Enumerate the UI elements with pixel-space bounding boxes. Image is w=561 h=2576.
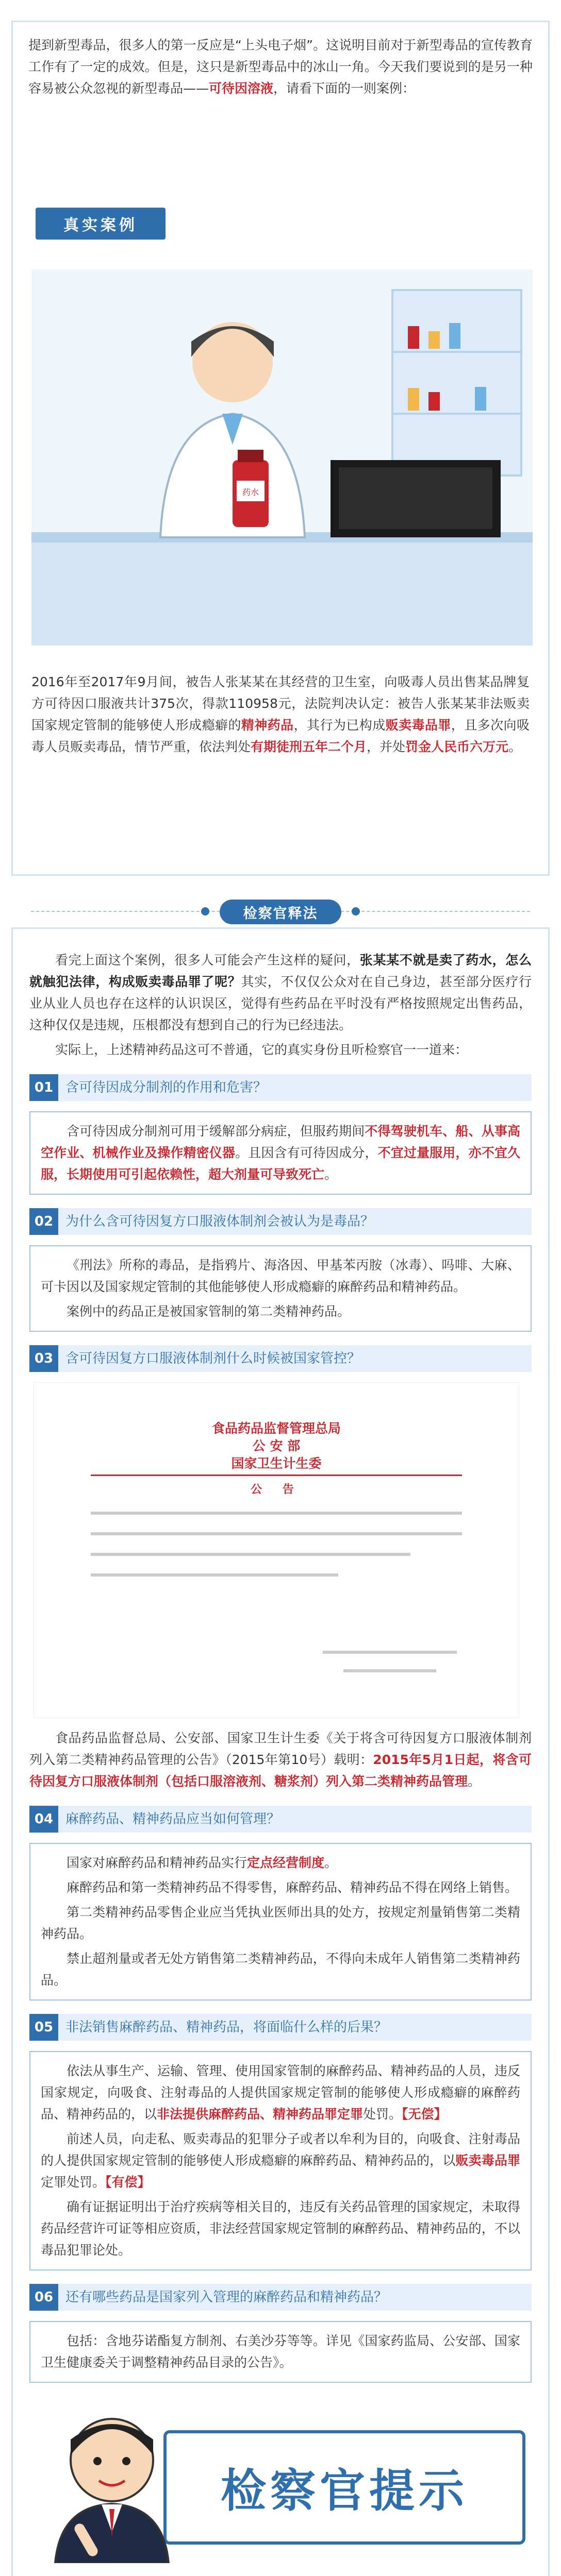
q4-text1 <box>41 1852 520 1874</box>
doc-line <box>91 1553 410 1556</box>
q5-text1 <box>41 2060 520 2125</box>
doc-red-rule <box>91 1475 462 1476</box>
q3-title: 含可待因复方口服液体制剂什么时候被国家管控？ <box>58 1345 532 1372</box>
q1-text-d: 不宜过量服用，亦不宜久服，长期使用可引起依赖性，超大剂量可导致死亡 <box>41 1145 520 1182</box>
q1-number: 01 <box>29 1074 58 1101</box>
analysis-frame <box>11 927 550 2576</box>
lead-c: 其实，不仅仅公众对在自己身边，甚至部分医疗行业从业人员也存在这样的认识误区，觉得有些药品在平时没有严格按照规定出售药品，这种仅仅是违规，压根都没有想到自己的行为已经违法。 <box>29 974 532 1032</box>
q3-text <box>29 1727 532 1792</box>
divider-label: 检察官释法 <box>220 900 341 924</box>
q5-text2 <box>41 2128 520 2193</box>
q5-header <box>29 2014 532 2041</box>
case-text-g: ，并处 <box>367 739 406 754</box>
q4-number: 04 <box>29 1806 58 1833</box>
doc-line <box>91 1532 462 1535</box>
doc-line <box>343 1669 436 1672</box>
q2-text1: 《刑法》所称的毒品，是指鸦片、海洛因、甲基苯丙胺（冰毒）、吗啡、大麻、可卡因以及国家规定管制的其他能够使人形成瘾癖的麻醉药品和精神药品。 <box>41 1258 520 1294</box>
pharmacist-illustration <box>31 269 533 646</box>
q2-box <box>29 1245 532 1332</box>
intro-text-c: ，请看下面的一则案例： <box>273 81 416 96</box>
case-tag <box>36 208 170 244</box>
doc-line <box>323 1651 457 1654</box>
case-paragraph <box>31 671 530 758</box>
q1-text-c: 。且因含有可待因成分， <box>235 1145 378 1160</box>
q1-text-e: 。 <box>324 1167 338 1182</box>
q5-text1-c: 处罚。 <box>363 2107 402 2122</box>
case-text-c: ，其行为已构成 <box>293 718 386 733</box>
q2-text2: 案例中的药品正是被国家管制的第二类精神药品。 <box>67 1304 351 1319</box>
doc-issuers: 食品药品监督管理总局 公 安 部 国家卫生计生委 <box>211 1421 341 1471</box>
q4-title: 麻醉药品、精神药品应当如何管理？ <box>58 1806 532 1833</box>
doc-subtitle: 公 告 <box>251 1483 302 1496</box>
divider-dot-right <box>352 907 360 916</box>
q2-title: 为什么含可待因复方口服液体制剂会被认为是毒品？ <box>58 1208 532 1235</box>
doc-line <box>91 1573 338 1577</box>
q5-text1-a: 依法从事生产、运输、管理、使用国家管制的麻醉药品、精神药品的人员，违反国家规定，向吸食、注射毒品的人提供国家规定管制的能够使人形成瘾癖的麻醉药品、精神药品的，以 <box>41 2063 520 2122</box>
tip-box <box>163 2430 525 2545</box>
q5-box <box>29 2051 532 2270</box>
q5-text2-b: 贩卖毒品罪 <box>455 2153 520 2168</box>
q1-text <box>41 1121 520 1185</box>
q3-header <box>29 1345 532 1372</box>
q5-text1-d: 【无偿】 <box>402 2107 447 2122</box>
q4-header <box>29 1806 532 1833</box>
divider-dot-left <box>201 907 209 916</box>
prosecutor-tip-banner <box>29 2398 535 2568</box>
q4-text1-b: 定点经营制度 <box>247 1855 325 1870</box>
q1-box <box>29 1111 532 1195</box>
q1-title: 含可待因成分制剂的作用和危害？ <box>58 1074 532 1101</box>
intro-highlight: 可待因溶液 <box>209 81 274 96</box>
case-text-h: 罚金人民币六万元 <box>405 739 509 754</box>
case-text-e: ，且多次向吸毒人员贩卖毒品，情节严重，依法判处 <box>31 718 530 754</box>
q6-number: 06 <box>29 2284 58 2311</box>
prosecutor-icon <box>35 2403 189 2563</box>
q3-text-b: 2015年5月1日起，将含可待因复方口服液体制剂（包括口服溶液剂、糖浆剂）列入第二类精神药品管理 <box>29 1752 532 1789</box>
q4-text3: 第二类精神药品零售企业应当凭执业医师出具的处方，按规定剂量销售第二类精神药品。 <box>41 1905 520 1941</box>
q5-title: 非法销售麻醉药品、精神药品，将面临什么样的后果？ <box>58 2014 532 2041</box>
analysis-lead2: 实际上，上述精神药品这可不普通，它的真实身份且听检察官一一道来： <box>55 1042 468 1057</box>
q2-header <box>29 1208 532 1235</box>
q4-text1-c: 。 <box>324 1855 338 1870</box>
intro-text <box>28 35 533 99</box>
case-text-f: 有期徒刑五年二个月 <box>251 739 367 754</box>
case-tag-label: 真实案例 <box>36 208 166 240</box>
q4-text4: 禁止超剂量或者无处方销售第二类精神药品，不得向未成年人销售第二类精神药品。 <box>41 1951 520 1988</box>
tip-text <box>29 2573 532 2576</box>
q2-number: 02 <box>29 1208 58 1235</box>
q4-text1-a: 国家对麻醉药品和精神药品实行 <box>67 1855 248 1870</box>
tip-title: 检察官提示 <box>220 2464 468 2517</box>
q6-box <box>29 2321 532 2383</box>
q3-text-c: 。 <box>468 1774 481 1789</box>
doc-line <box>91 1512 462 1515</box>
q1-text-b: 不得驾驶机车、船、从事高空作业、机械作业及操作精密仪器 <box>41 1124 520 1160</box>
intro-frame <box>11 21 550 876</box>
q5-text2-c: 定罪处罚。 <box>41 2175 106 2190</box>
case-text-d: 贩卖毒品罪 <box>385 718 451 733</box>
q5-text3: 确有证据证明出于治疗疾病等相关目的，违反有关药品管理的国家规定，未取得药品经营许可证等相应资质，非法经营国家规定管制的麻醉药品、精神药品的，不以毒品犯罪论处。 <box>41 2199 520 2258</box>
q5-text1-b: 非法提供麻醉药品、精神药品罪定罪 <box>157 2107 364 2122</box>
analysis-lead <box>29 950 532 1036</box>
case-text-i: 。 <box>508 739 522 754</box>
bottle-label: 药水 <box>242 487 259 497</box>
q1-header <box>29 1074 532 1101</box>
q4-box <box>29 1843 532 2001</box>
analysis-content <box>29 950 532 2576</box>
case-text-b: 精神药品 <box>241 718 294 733</box>
intro-text-a: 提到新型毒品，很多人的第一反应是“上头电子烟”。这说明目前对于新型毒品的宣传教育工作有了一定的成效。但是，这只是新型毒品中的冰山一角。今天我们要说到的是另一种容易被公众忽视的新型毒品—— <box>28 38 533 96</box>
lead-a: 看完上面这个案例，很多人可能会产生这样的疑问， <box>55 953 360 968</box>
q3-text-a: 食品药品监督总局、公安部、国家卫生计生委《关于将含可待因复方口服液体制剂列入第二类精神药品管理的公告》（2015年第10号）载明： <box>29 1731 532 1767</box>
q5-text2-d: 【有偿】 <box>105 2175 151 2190</box>
case-text <box>31 671 530 758</box>
announcement-document <box>34 1382 519 1718</box>
q3-number: 03 <box>29 1345 58 1372</box>
q5-text2-a: 前述人员，向走私、贩卖毒品的犯罪分子或者以牟利为目的，向吸食、注射毒品的人提供国家规定管制的能够使人形成瘾癖的麻醉药品、精神药品的，以 <box>41 2131 520 2168</box>
lead-b: 张某某不就是卖了药水，怎么就触犯法律，构成贩卖毒品罪了呢？ <box>29 953 532 989</box>
q6-text: 包括：含地芬诺酯复方制剂、右美沙芬等等。详见《国家药监局、公安部、国家卫生健康委关于调整精神药品目录的公告》。 <box>41 2333 520 2370</box>
q6-title: 还有哪些药品是国家列入管理的麻醉药品和精神药品？ <box>58 2284 532 2311</box>
q6-header <box>29 2284 532 2311</box>
q1-text-a: 含可待因成分制剂可用于缓解部分病症，但服药期间 <box>67 1124 365 1139</box>
section-divider <box>0 896 561 927</box>
q4-text2: 麻醉药品和第一类精神药品不得零售，麻醉药品、精神药品不得在网络上销售。 <box>67 1880 518 1895</box>
intro-paragraph <box>28 35 533 99</box>
case-text-a: 2016年至2017年9月间，被告人张某某在其经营的卫生室，向吸毒人员出售某品牌复方可待因口服液共计375次，得款110958元，法院判决认定：被告人张某某非法贩卖国家规定管制的能够使人形成瘾癖的 <box>31 674 530 733</box>
q5-number: 05 <box>29 2014 58 2041</box>
